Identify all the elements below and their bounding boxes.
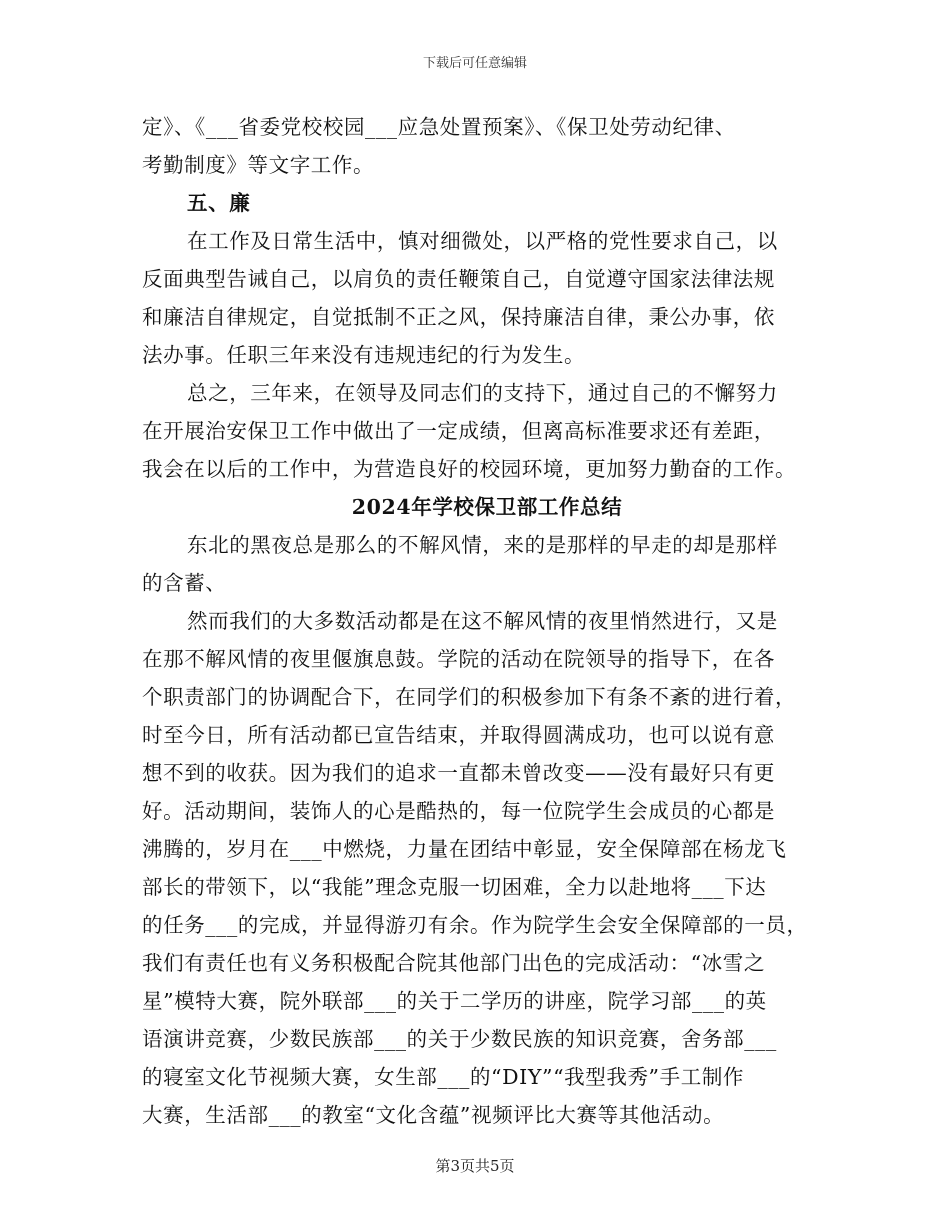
paragraph-line: 法办事。任职三年来没有违规违纪的行为发生。: [142, 343, 586, 367]
paragraph-line: 和廉洁自律规定，自觉抵制不正之风，保持廉洁自律，秉公办事，依: [142, 305, 775, 329]
paragraph-line: 部长的带领下，以“我能”理念克服一切困难，全力以赴地将___下达: [142, 875, 767, 899]
paragraph-line: 好。活动期间，装饰人的心是酷热的，每一位院学生会成员的心都是: [142, 799, 775, 823]
page-header: 下载后可任意编辑: [422, 56, 527, 71]
paragraph-line: 东北的黑夜总是那么的不解风情，来的是那样的早走的却是那样: [187, 533, 778, 557]
page-number: 第3页共5页: [435, 1157, 515, 1175]
paragraph-line: 想不到的收获。因为我们的追求一直都未曾改变——没有最好只有更: [142, 761, 775, 785]
paragraph-line: 总之，三年来，在领导及同志们的支持下，通过自己的不懈努力: [187, 381, 778, 405]
document-body: [142, 108, 822, 1134]
paragraph-line: 大赛，生活部___的教室“文化含蕴”视频评比大赛等其他活动。: [142, 1103, 725, 1127]
paragraph-line: 在工作及日常生活中，慎对细微处，以严格的党性要求自己，以: [187, 229, 778, 253]
paragraph-line: 考勤制度》等文字工作。: [142, 153, 375, 177]
paragraph-line: 时至今日，所有活动都已宣告结束，并取得圆满成功，也可以说有意: [142, 723, 775, 747]
paragraph-line: 沸腾的，岁月在___中燃烧，力量在团结中彰显，安全保障部在杨龙飞: [142, 837, 787, 861]
paragraph-line: 个职责部门的协调配合下，在同学们的积极参加下有条不紊的进行着，: [142, 685, 797, 709]
document-title: 2024年学校保卫部工作总结: [351, 495, 623, 519]
paragraph-line: 我们有责任也有义务积极配合院其他部门出色的完成活动：“冰雪之: [142, 951, 765, 975]
paragraph-line: 定》、《___省委党校校园___应急处置预案》、《保卫处劳动纪律、: [142, 115, 736, 139]
paragraph-line: 在那不解风情的夜里偃旗息鼓。学院的活动在院领导的指导下，在各: [142, 647, 775, 671]
paragraph-line: 的寝室文化节视频大赛，女生部___的“DIY”“我型我秀”手工制作: [142, 1065, 745, 1089]
paragraph-line: 星”模特大赛，院外联部___的关于二学历的讲座，院学习部___的英: [142, 989, 767, 1013]
paragraph-line: 在开展治安保卫工作中做出了一定成绩，但离高标准要求还有差距，: [142, 419, 775, 443]
paragraph-line: 然而我们的大多数活动都是在这不解风情的夜里悄然进行，又是: [187, 609, 778, 633]
section-heading: 五、廉: [187, 191, 251, 215]
paragraph-line: 我会在以后的工作中，为营造良好的校园环境，更加努力勤奋的工作。: [142, 457, 797, 481]
paragraph-line: 的含蓄、: [142, 571, 227, 595]
paragraph-line: 语演讲竞赛，少数民族部___的关于少数民族的知识竞赛，舍务部___: [142, 1027, 777, 1051]
paragraph-line: 的任务___的完成，并显得游刃有余。作为院学生会安全保障部的一员，: [142, 913, 808, 937]
paragraph-line: 反面典型告诫自己，以肩负的责任鞭策自己，自觉遵守国家法律法规: [142, 267, 775, 291]
